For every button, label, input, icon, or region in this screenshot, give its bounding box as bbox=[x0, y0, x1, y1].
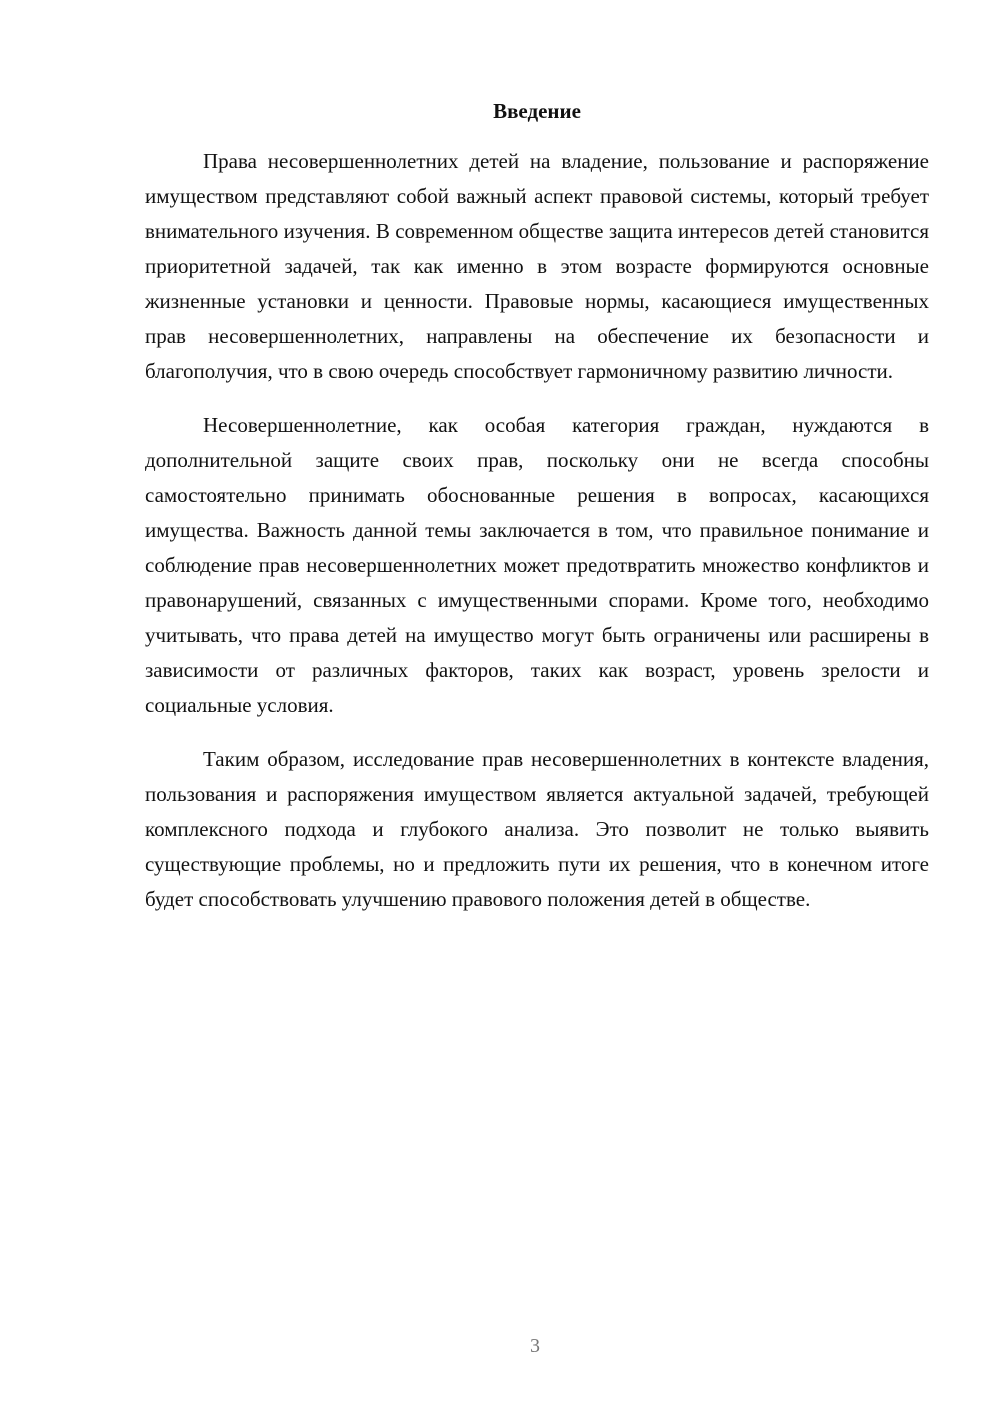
section-heading: Введение bbox=[493, 99, 581, 123]
paragraph-3: Таким образом, исследование прав несовершеннолетних в контексте владения, пользования и распоряжения имуществом является актуальной задачей, требующей комплексного подхода и глубокого анализа. Это позволит не только выявить существующие проблемы, но и предложить пути их решения, что в конечном итоге будет способствовать улучшению правового положения детей в обществе. bbox=[145, 747, 929, 911]
paragraph-2: Несовершеннолетние, как особая категория граждан, нуждаются в дополнительной защите своих прав, поскольку они не всегда способны самостоятельно принимать обоснованные решения в вопросах, касающихся имущества. Важность данной темы заключается в том, что правильное понимание и соблюдение прав несовершеннолетних может предотвратить множество конфликтов и правонарушений, связанных с имущественными спорами. Кроме того, необходимо учитывать, что права детей на имущество могут быть ограничены или расширены в зависимости от различных факторов, таких как возраст, уровень зрелости и социальные условия. bbox=[145, 413, 929, 717]
page-number: 3 bbox=[530, 1335, 540, 1357]
paragraph-1: Права несовершеннолетних детей на владение, пользование и распоряжение имуществом представляют собой важный аспект правовой системы, который требует внимательного изучения. В современном обществе защита интересов детей становится приоритетной задачей, так как именно в этом возрасте формируются основные жизненные установки и ценности. Правовые нормы, касающиеся имущественных прав несовершеннолетних, направлены на обеспечение их безопасности и благополучия, что в свою очередь способствует гармоничному развитию личности. bbox=[145, 149, 929, 383]
page-content bbox=[145, 96, 929, 917]
